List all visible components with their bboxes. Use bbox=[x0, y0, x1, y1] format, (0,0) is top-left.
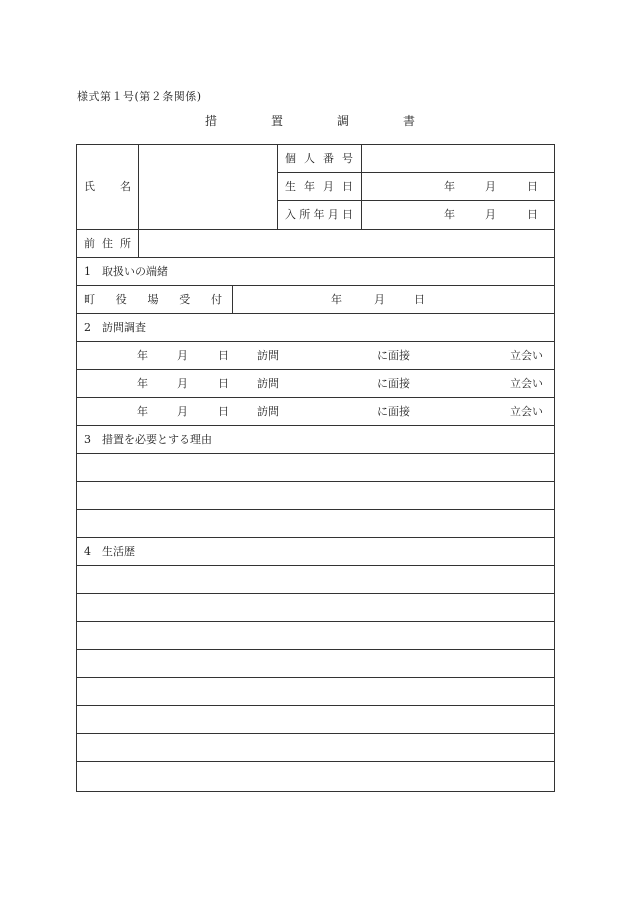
interview-label: に面接 bbox=[377, 405, 410, 418]
visit-month-unit: 月 bbox=[177, 349, 188, 362]
visit-year-unit: 年 bbox=[137, 349, 148, 362]
reason-line[interactable] bbox=[77, 454, 554, 482]
title-char: 置 bbox=[270, 114, 283, 128]
visit-label: 訪問 bbox=[257, 405, 279, 418]
birth-year-unit: 年 bbox=[444, 180, 455, 193]
reception-label: 町 役 場 受 付 bbox=[84, 293, 222, 306]
divider bbox=[361, 173, 362, 200]
reception-month-unit: 月 bbox=[374, 293, 385, 306]
section1-heading-row bbox=[77, 258, 554, 286]
history-line[interactable] bbox=[77, 762, 554, 791]
history-line[interactable] bbox=[77, 650, 554, 678]
visit-row[interactable] bbox=[77, 370, 554, 398]
prev-address-field[interactable] bbox=[139, 230, 554, 257]
name-field[interactable] bbox=[139, 145, 276, 229]
section3-heading: 3 措置を必要とする理由 bbox=[84, 433, 212, 446]
history-line[interactable] bbox=[77, 734, 554, 762]
document-title bbox=[205, 112, 415, 129]
visit-label: 訪問 bbox=[257, 377, 279, 390]
reason-line[interactable] bbox=[77, 482, 554, 510]
divider bbox=[232, 286, 233, 313]
admission-date-row bbox=[277, 201, 555, 229]
id-number-label: 個 人 番 号 bbox=[285, 152, 353, 165]
section3-heading-row bbox=[77, 426, 554, 454]
birth-month-unit: 月 bbox=[485, 180, 496, 193]
id-number-field[interactable] bbox=[362, 145, 554, 172]
admission-month-unit: 月 bbox=[485, 208, 496, 221]
attend-label: 立会い bbox=[510, 349, 543, 362]
history-line[interactable] bbox=[77, 678, 554, 706]
reception-day-unit: 日 bbox=[414, 293, 425, 306]
id-number-row bbox=[277, 145, 555, 173]
form-table bbox=[76, 144, 555, 792]
prev-address-label: 前 住 所 bbox=[84, 237, 131, 250]
section4-heading-row bbox=[77, 538, 554, 566]
interview-label: に面接 bbox=[377, 377, 410, 390]
section4-heading: 4 生活歴 bbox=[84, 545, 135, 558]
visit-month-unit: 月 bbox=[177, 377, 188, 390]
visit-row[interactable] bbox=[77, 342, 554, 370]
title-char: 措 bbox=[205, 114, 218, 128]
reception-year-unit: 年 bbox=[331, 293, 342, 306]
form-number: 様式第１号(第２条関係) bbox=[77, 90, 202, 103]
history-line[interactable] bbox=[77, 622, 554, 650]
visit-year-unit: 年 bbox=[137, 377, 148, 390]
history-line[interactable] bbox=[77, 706, 554, 734]
title-char: 書 bbox=[402, 114, 415, 128]
prev-address-row bbox=[77, 230, 554, 258]
title-char: 調 bbox=[336, 114, 349, 128]
admission-date-label: 入 所 年 月 日 bbox=[285, 208, 353, 221]
section2-heading: 2 訪問調査 bbox=[84, 321, 146, 334]
section1-heading: 1 取扱いの端緒 bbox=[84, 265, 168, 278]
visit-day-unit: 日 bbox=[218, 405, 229, 418]
reason-line[interactable] bbox=[77, 510, 554, 538]
admission-year-unit: 年 bbox=[444, 208, 455, 221]
visit-month-unit: 月 bbox=[177, 405, 188, 418]
birthdate-label: 生 年 月 日 bbox=[285, 180, 353, 193]
section2-heading-row bbox=[77, 314, 554, 342]
visit-day-unit: 日 bbox=[218, 349, 229, 362]
interview-label: に面接 bbox=[377, 349, 410, 362]
reception-row bbox=[77, 286, 554, 314]
attend-label: 立会い bbox=[510, 377, 543, 390]
name-block bbox=[77, 145, 554, 230]
history-line[interactable] bbox=[77, 566, 554, 594]
visit-row[interactable] bbox=[77, 398, 554, 426]
name-label: 氏 名 bbox=[84, 180, 131, 193]
birthdate-row bbox=[277, 173, 555, 201]
birth-day-unit: 日 bbox=[527, 180, 538, 193]
admission-day-unit: 日 bbox=[527, 208, 538, 221]
visit-label: 訪問 bbox=[257, 349, 279, 362]
divider bbox=[361, 201, 362, 229]
attend-label: 立会い bbox=[510, 405, 543, 418]
history-line[interactable] bbox=[77, 594, 554, 622]
visit-day-unit: 日 bbox=[218, 377, 229, 390]
visit-year-unit: 年 bbox=[137, 405, 148, 418]
